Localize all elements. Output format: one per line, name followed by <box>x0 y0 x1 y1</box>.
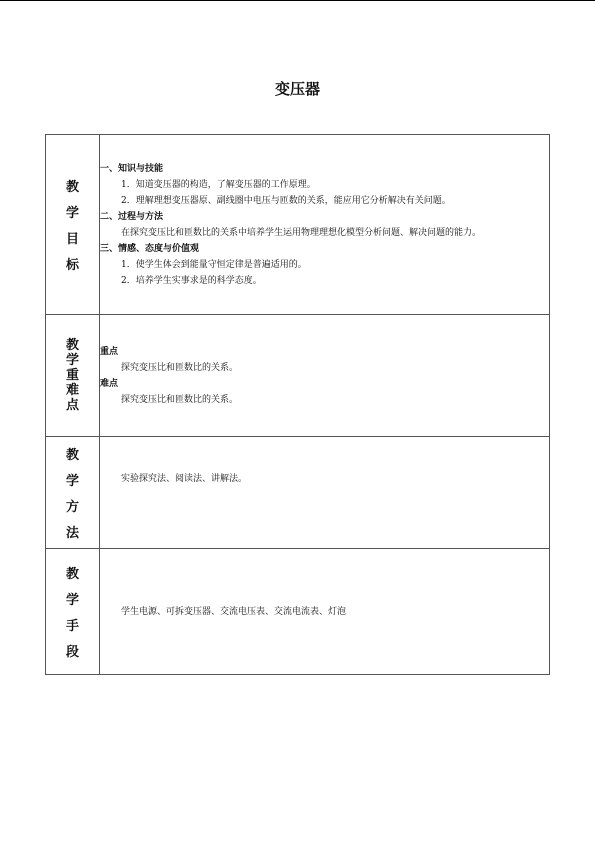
label-char: 学 <box>65 206 79 221</box>
label-char: 段 <box>65 645 79 660</box>
label-char: 教 <box>65 448 79 463</box>
label-char: 学 <box>65 474 79 489</box>
objectives-content <box>100 135 550 315</box>
table-row-methods <box>46 437 550 549</box>
table-row-objectives <box>46 135 550 315</box>
label-char: 重 <box>65 368 79 383</box>
row-label-objectives <box>46 135 100 315</box>
methods-text: 实验探究法、阅读法、讲解法。 <box>121 473 248 484</box>
paragraph: 在探究变压比和匝数比的关系中培养学生运用物理理想化模型分析问题、解决问题的能力。 <box>121 227 482 238</box>
list-item: 1．知道变压器的构造，了解变压器的工作原理。 <box>121 179 316 190</box>
row-label-means <box>46 549 100 675</box>
row-label-key-points <box>46 315 100 437</box>
top-rule <box>0 0 595 1</box>
label-char: 方 <box>65 500 79 515</box>
row-label-methods <box>46 437 100 549</box>
table-row-means <box>46 549 550 675</box>
label-char: 学 <box>65 353 79 368</box>
page-title: 变压器 <box>274 80 320 98</box>
difficulty-text: 探究变压比和匝数比的关系。 <box>121 394 239 405</box>
section-heading: 重点 <box>100 346 119 357</box>
label-char: 教 <box>65 180 79 195</box>
label-char: 标 <box>65 258 79 273</box>
label-char: 法 <box>65 526 79 541</box>
list-item: 2．理解理想变压器原、副线圈中电压与匝数的关系，能应用它分析解决有关问题。 <box>121 195 451 206</box>
means-text: 学生电源、可拆变压器、交流电压表、交流电流表、灯泡 <box>121 606 347 617</box>
key-point-text: 探究变压比和匝数比的关系。 <box>121 362 239 373</box>
label-char: 学 <box>65 593 79 608</box>
section-heading: 二、过程与方法 <box>100 211 164 222</box>
label-char: 难 <box>65 383 79 398</box>
label-char: 教 <box>65 338 79 353</box>
means-content <box>100 549 550 675</box>
table-row-key-points <box>46 315 550 437</box>
label-char: 目 <box>65 232 79 247</box>
label-char: 手 <box>65 619 79 634</box>
label-char: 点 <box>65 398 79 413</box>
section-heading: 难点 <box>100 378 119 389</box>
methods-content <box>100 437 550 549</box>
key-points-content <box>100 315 550 437</box>
label-char: 教 <box>65 567 79 582</box>
lesson-plan-table <box>45 134 550 675</box>
list-item: 2．培养学生实事求是的科学态度。 <box>121 275 262 286</box>
section-heading: 一、知识与技能 <box>100 163 164 174</box>
section-heading: 三、情感、态度与价值观 <box>100 243 200 254</box>
list-item: 1．使学生体会到能量守恒定律是普遍适用的。 <box>121 259 307 270</box>
